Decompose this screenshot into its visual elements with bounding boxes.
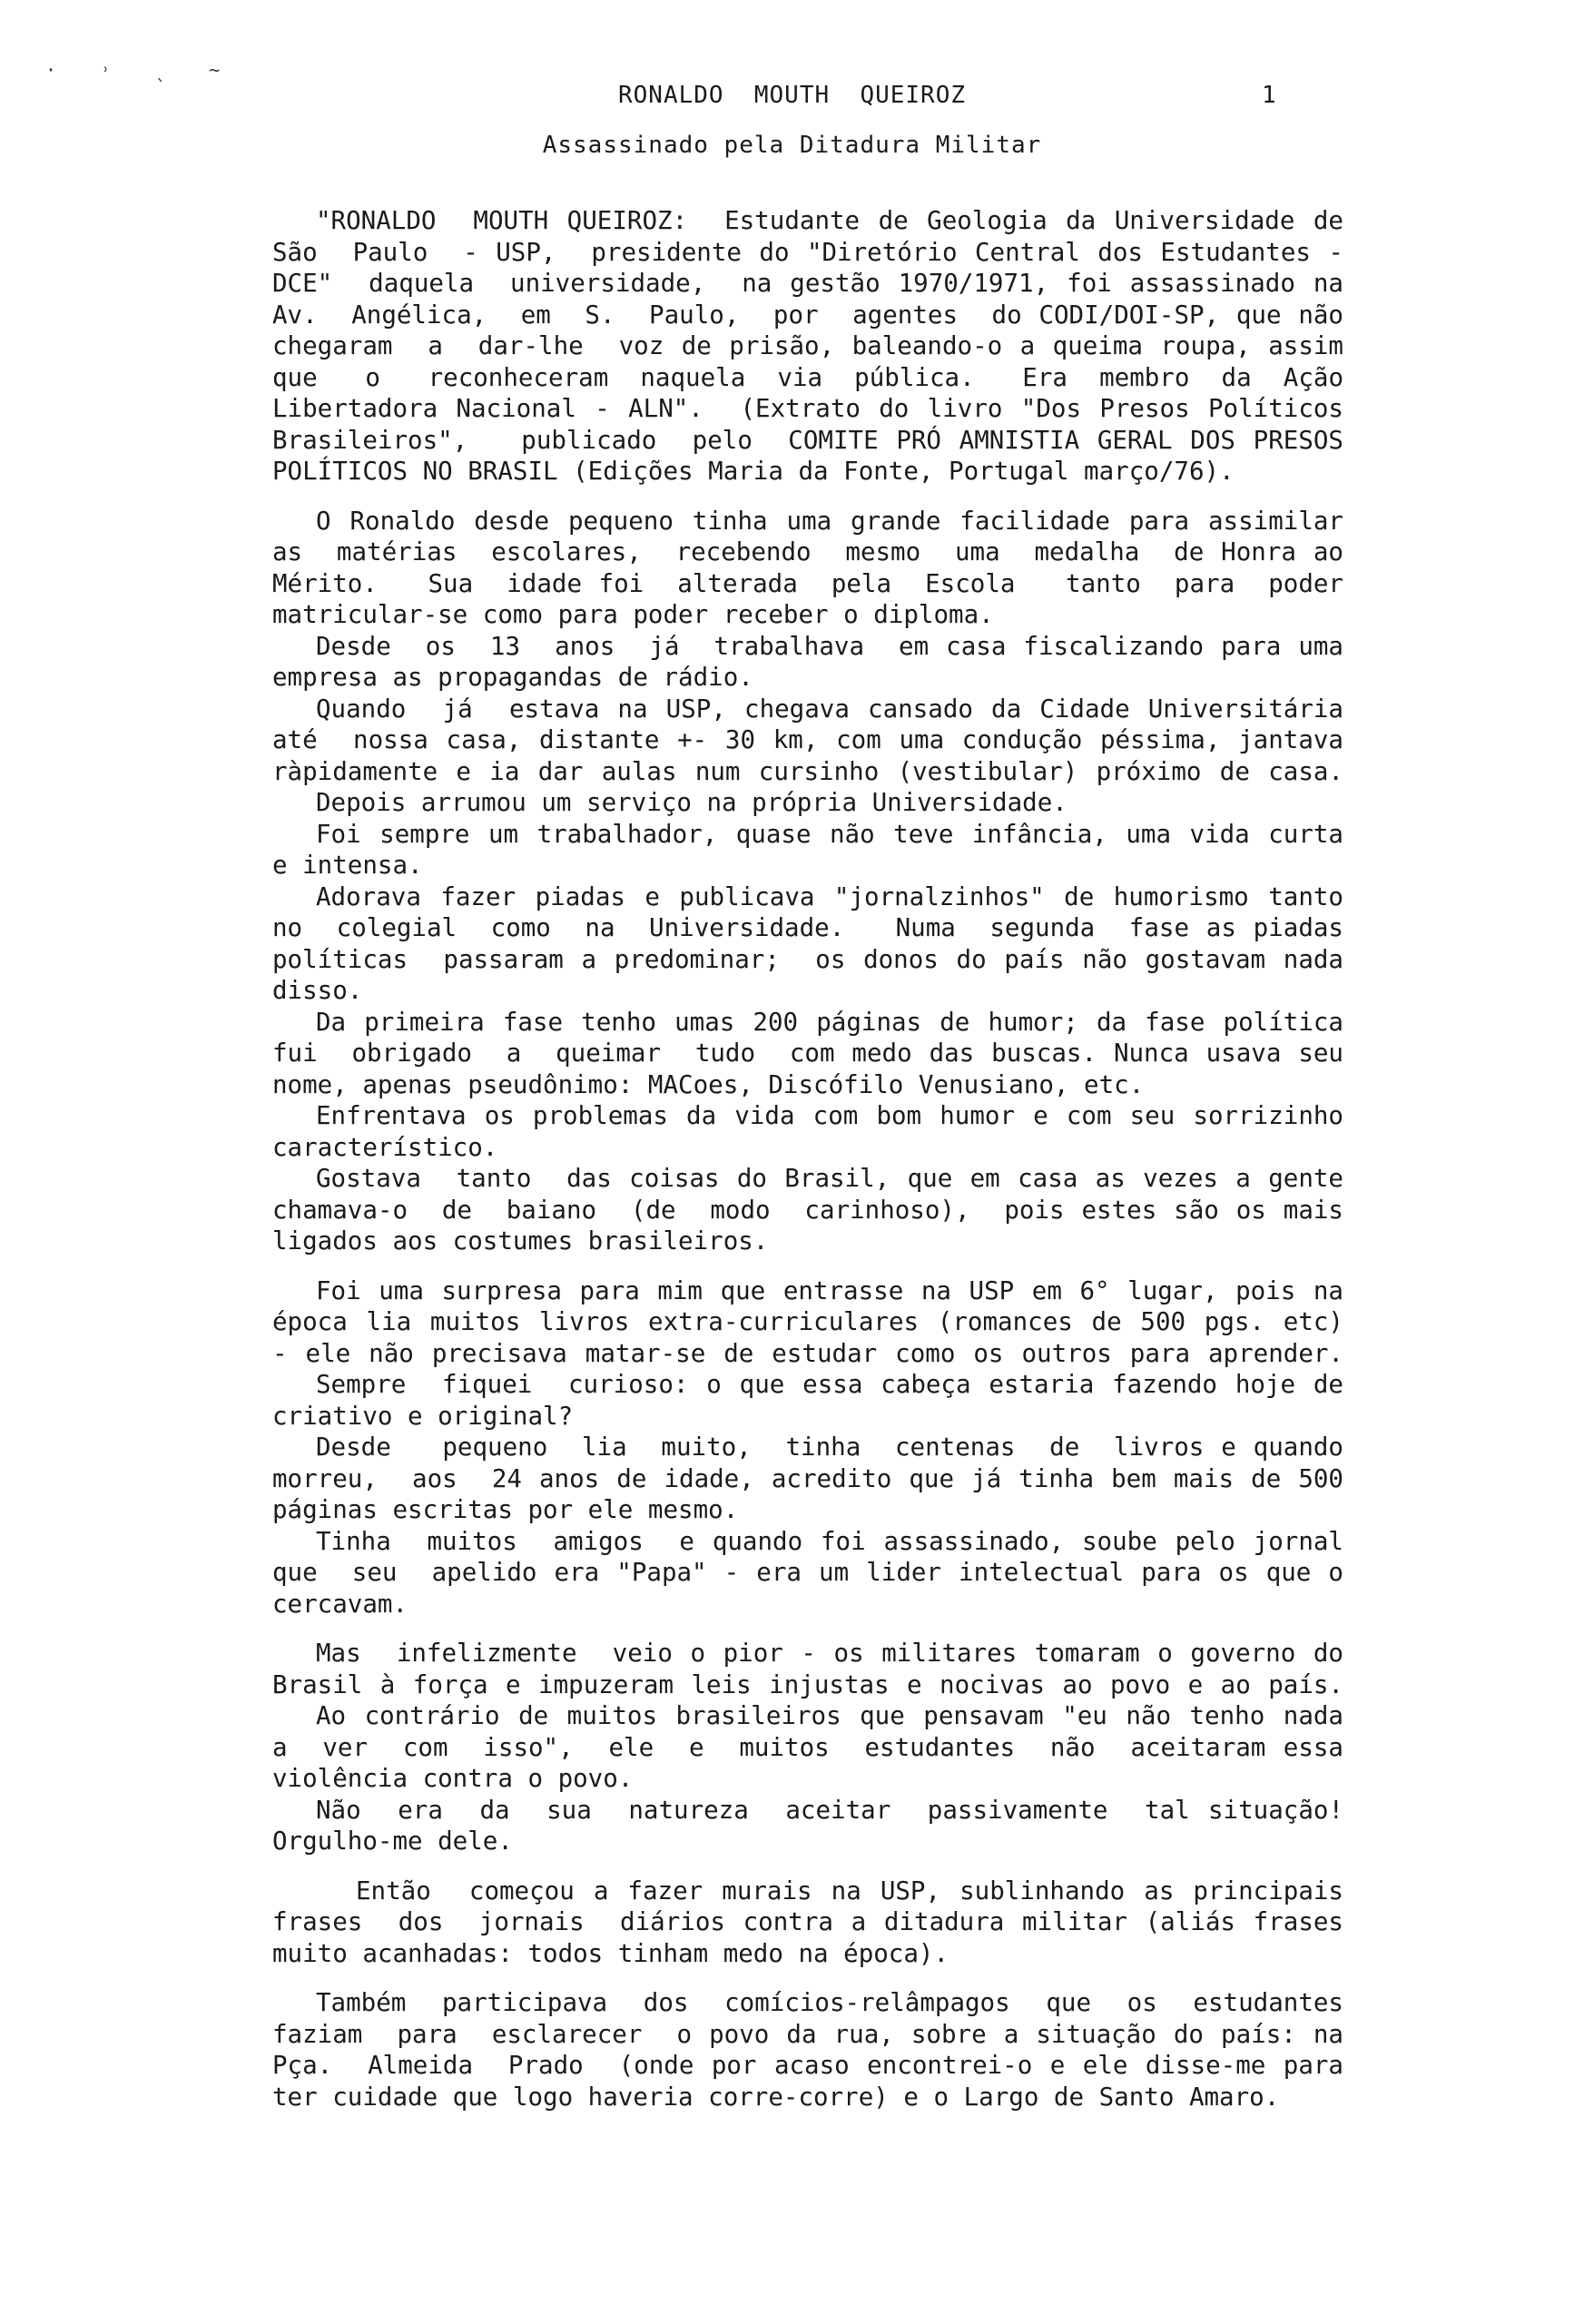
text-line: muito acanhadas: todos tinham medo na época).	[272, 1938, 949, 1968]
text-line: Gostava tanto das coisas do Brasil, que em casa as vezes a gente	[316, 1164, 1343, 1193]
text-line: Desde pequeno lia muito, tinha centenas de livros e quando	[316, 1433, 1343, 1462]
text-line: ligados aos costumes brasileiros.	[272, 1226, 769, 1256]
text-line: no colegial como na Universidade. Numa segunda fase as piadas	[272, 913, 1343, 942]
text-line: Tinha muitos amigos e quando foi assassinado, soube pelo jornal	[316, 1526, 1343, 1556]
text-line: Desde os 13 anos já trabalhava em casa fiscalizando para uma	[316, 631, 1343, 661]
paragraph	[272, 506, 1343, 1257]
paragraph	[272, 205, 1343, 487]
text-line: Pça. Almeida Prado (onde por acaso encontrei-o e ele disse-me para	[272, 2051, 1343, 2080]
text-line: as matérias escolares, recebendo mesmo uma medalha de Honra ao	[272, 537, 1343, 566]
text-line: - ele não precisava matar-se de estudar como os outros para aprender.	[272, 1338, 1343, 1368]
text-line: Adorava fazer piadas e publicava "jornalzinhos" de humorismo tanto	[316, 881, 1343, 911]
text-line: nome, apenas pseudônimo: MACoes, Discófilo Venusiano, etc.	[272, 1069, 1145, 1099]
text-line: Libertadora Nacional - ALN". (Extrato do livro "Dos Presos Políticos	[272, 394, 1343, 423]
document-body	[272, 205, 1343, 2131]
text-line: época lia muitos livros extra-curriculares (romances de 500 pgs. etc)	[272, 1307, 1343, 1336]
text-line: até nossa casa, distante +- 30 km, com uma condução péssima, jantava	[272, 725, 1343, 754]
text-line: Mérito. Sua idade foi alterada pela Escola tanto para poder	[272, 568, 1343, 598]
text-line: chegaram a dar-lhe voz de prisão, baleando-o a queima roupa, assim	[272, 331, 1343, 360]
text-line: que o reconheceram naquela via pública. Era membro da Ação	[272, 362, 1343, 392]
text-line: ràpidamente e ia dar aulas num cursinho (vestibular) próximo de casa.	[272, 756, 1343, 786]
text-line: faziam para esclarecer o povo da rua, sobre a situação do país: na	[272, 2019, 1343, 2049]
text-line: morreu, aos 24 anos de idade, acredito que já tinha bem mais de 500	[272, 1463, 1343, 1493]
text-line: políticas passaram a predominar; os donos do país não gostavam nada	[272, 944, 1343, 974]
document-subtitle: Assassinado pela Ditadura Militar	[542, 132, 1042, 159]
text-line: DCE" daquela universidade, na gestão 1970/1971, foi assassinado na	[272, 269, 1343, 298]
document-title: RONALDO MOUTH QUEIROZ	[617, 82, 967, 109]
text-line: a ver com isso", ele e muitos estudantes não aceitaram essa	[272, 1732, 1343, 1762]
text-line: disso.	[272, 976, 363, 1005]
text-line: Enfrentava os problemas da vida com bom humor e com seu sorrizinho	[316, 1101, 1343, 1130]
text-line: chamava-o de baiano (de modo carinhoso), pois estes são os mais	[272, 1195, 1343, 1225]
text-line: fui obrigado a queimar tudo com medo das buscas. Nunca usava seu	[272, 1039, 1343, 1068]
text-line: Quando já estava na USP, chegava cansado da Cidade Universitária	[316, 694, 1343, 724]
text-line: cercavam.	[272, 1589, 408, 1619]
page-number: 1	[1262, 82, 1276, 109]
text-line: ter cuidade que logo haveria corre-corre) e o Largo de Santo Amaro.	[272, 2082, 1280, 2112]
text-line: Não era da sua natureza aceitar passivamente tal situação!	[316, 1795, 1343, 1825]
text-line: Foi uma surpresa para mim que entrasse na USP em 6° lugar, pois na	[316, 1275, 1343, 1305]
text-line: Brasileiros", publicado pelo COMITE PRÓ AMNISTIA GERAL DOS PRESOS	[272, 425, 1343, 455]
text-line: O Ronaldo desde pequeno tinha uma grande facilidade para assimilar	[316, 506, 1343, 536]
paragraph	[272, 1638, 1343, 1857]
paragraph	[272, 1876, 1343, 1970]
text-line: frases dos jornais diários contra a ditadura militar (aliás frases	[272, 1907, 1343, 1936]
text-line: característico.	[272, 1132, 498, 1162]
text-line: Mas infelizmente veio o pior - os militares tomaram o governo do	[316, 1639, 1343, 1668]
text-line: Depois arrumou um serviço na própria Universidade.	[316, 788, 1067, 817]
text-line: Av. Angélica, em S. Paulo, por agentes do CODI/DOI-SP, que não	[272, 300, 1343, 330]
text-line: Foi sempre um trabalhador, quase não teve infância, uma vida curta	[316, 819, 1343, 849]
text-line: Brasil à força e impuzeram leis injustas e nocivas ao povo e ao país.	[272, 1669, 1343, 1699]
text-line: Sempre fiquei curioso: o que essa cabeça estaria fazendo hoje de	[316, 1370, 1343, 1399]
paragraph	[272, 1275, 1343, 1620]
text-line: páginas escritas por ele mesmo.	[272, 1495, 739, 1524]
text-line: São Paulo - USP, presidente do "Diretório Central dos Estudantes -	[272, 237, 1343, 267]
text-line: matricular-se como para poder receber o diploma.	[272, 600, 994, 629]
text-line: Da primeira fase tenho umas 200 páginas de humor; da fase política	[316, 1007, 1343, 1037]
text-line: Então começou a fazer murais na USP, sublinhando as principais	[356, 1876, 1343, 1905]
text-line: que seu apelido era "Papa" - era um lider intelectual para os que o	[272, 1558, 1343, 1587]
text-line: violência contra o povo.	[272, 1764, 634, 1793]
text-line: e intensa.	[272, 851, 423, 880]
scan-specks: · ˒ ˎ ~	[45, 59, 237, 81]
text-line: POLÍTICOS NO BRASIL (Edições Maria da Fonte, Portugal março/76).	[272, 457, 1235, 486]
text-line: "RONALDO MOUTH QUEIROZ: Estudante de Geologia da Universidade de	[316, 206, 1343, 235]
text-line: empresa as propagandas de rádio.	[272, 663, 753, 692]
text-line: criativo e original?	[272, 1401, 574, 1431]
text-line: Ao contrário de muitos brasileiros que pensavam "eu não tenho nada	[316, 1701, 1343, 1730]
text-line: Orgulho-me dele.	[272, 1827, 513, 1856]
text-line: Também participava dos comícios-relâmpagos que os estudantes	[316, 1988, 1343, 2017]
paragraph	[272, 1987, 1343, 2112]
